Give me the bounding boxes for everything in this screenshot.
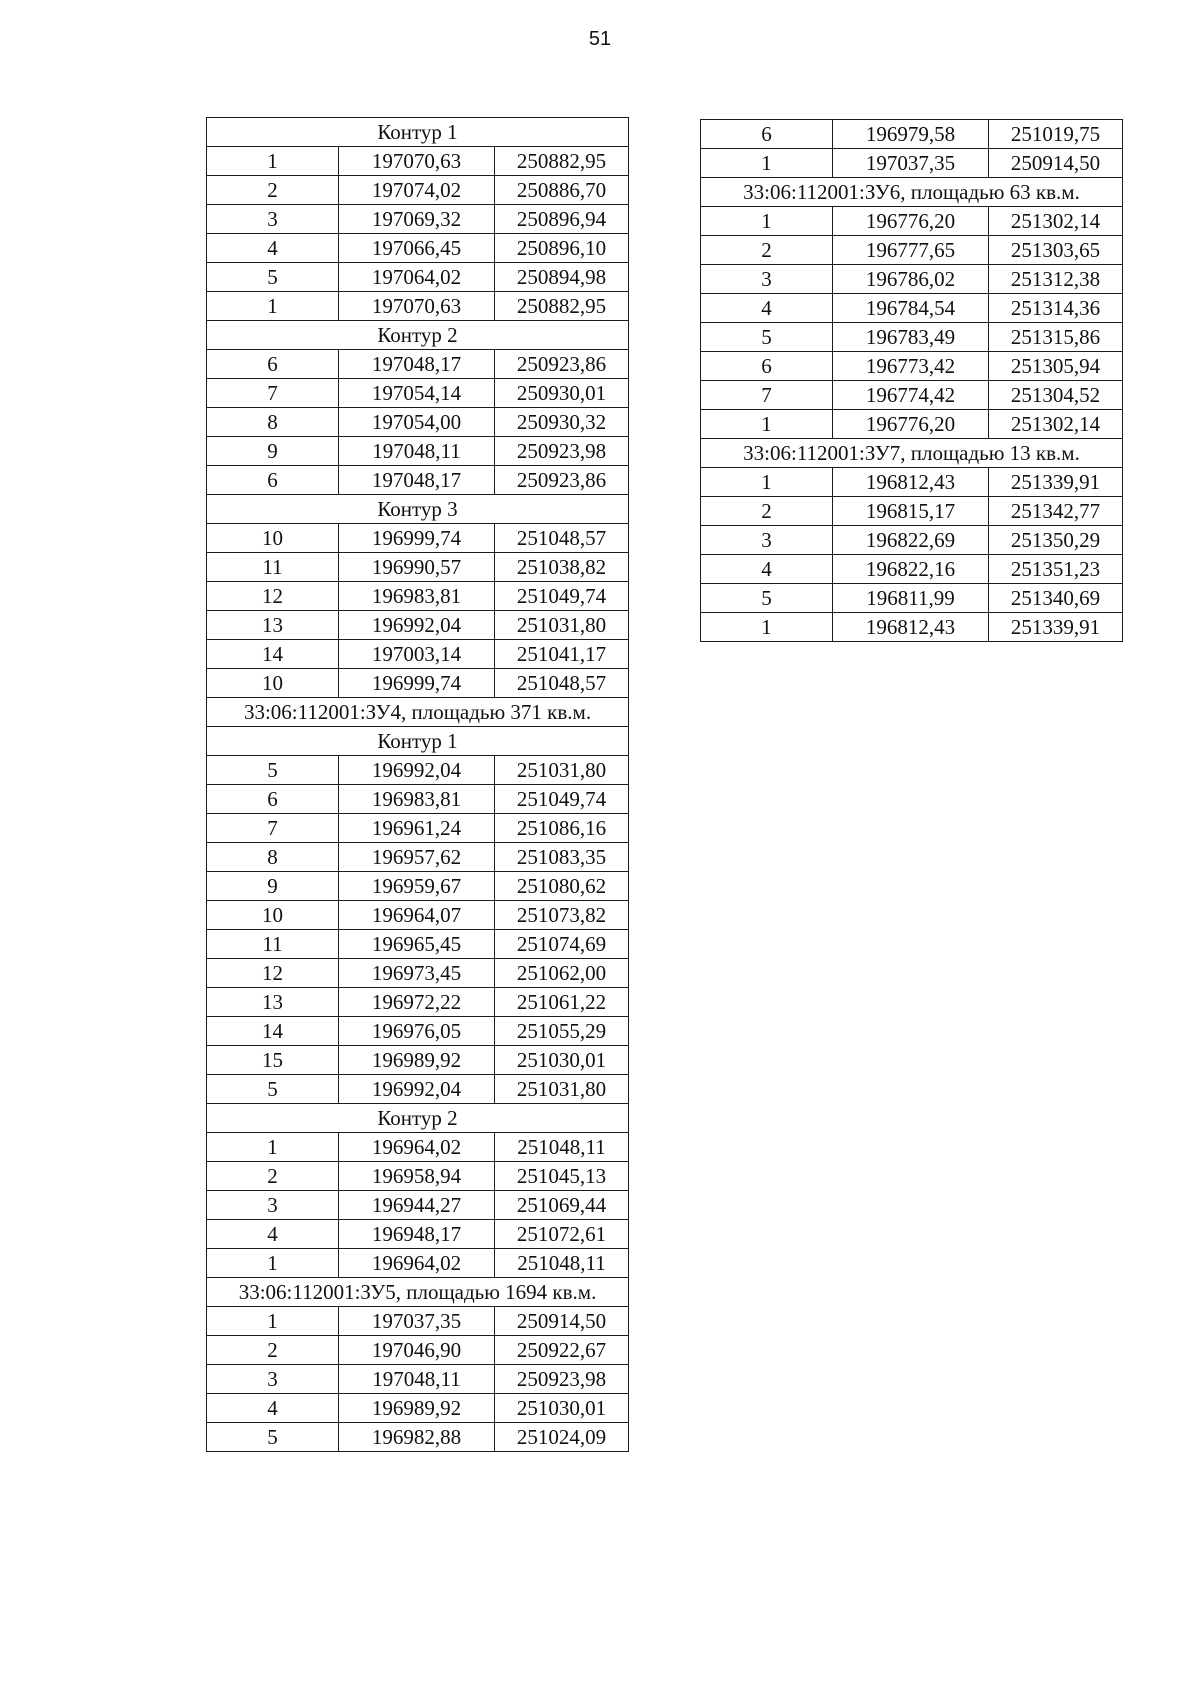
y-coordinate-cell: 250896,10 bbox=[495, 234, 629, 263]
table-row bbox=[701, 381, 1123, 410]
point-number-cell: 4 bbox=[207, 1394, 339, 1423]
x-coordinate-cell: 196811,99 bbox=[833, 584, 989, 613]
y-coordinate-cell: 251069,44 bbox=[495, 1191, 629, 1220]
table-row bbox=[207, 1162, 629, 1191]
x-coordinate-cell: 196992,04 bbox=[339, 756, 495, 785]
x-coordinate-cell: 196958,94 bbox=[339, 1162, 495, 1191]
table-row bbox=[207, 553, 629, 582]
x-coordinate-cell: 196774,42 bbox=[833, 381, 989, 410]
y-coordinate-cell: 251048,57 bbox=[495, 524, 629, 553]
table-row bbox=[207, 988, 629, 1017]
point-number-cell: 1 bbox=[207, 1133, 339, 1162]
point-number-cell: 11 bbox=[207, 553, 339, 582]
y-coordinate-cell: 250914,50 bbox=[495, 1307, 629, 1336]
y-coordinate-cell: 251038,82 bbox=[495, 553, 629, 582]
section-header: 33:06:112001:ЗУ4, площадью 371 кв.м. bbox=[207, 698, 629, 727]
y-coordinate-cell: 251086,16 bbox=[495, 814, 629, 843]
table-row bbox=[207, 292, 629, 321]
table-row bbox=[207, 1423, 629, 1452]
y-coordinate-cell: 251314,36 bbox=[989, 294, 1123, 323]
x-coordinate-cell: 196990,57 bbox=[339, 553, 495, 582]
table-row bbox=[207, 1394, 629, 1423]
table-row bbox=[701, 555, 1123, 584]
table-row bbox=[207, 176, 629, 205]
y-coordinate-cell: 250923,86 bbox=[495, 350, 629, 379]
x-coordinate-cell: 196773,42 bbox=[833, 352, 989, 381]
x-coordinate-cell: 196961,24 bbox=[339, 814, 495, 843]
point-number-cell: 9 bbox=[207, 437, 339, 466]
y-coordinate-cell: 251305,94 bbox=[989, 352, 1123, 381]
point-number-cell: 1 bbox=[207, 147, 339, 176]
section-header-row bbox=[701, 178, 1123, 207]
y-coordinate-cell: 251024,09 bbox=[495, 1423, 629, 1452]
table-row bbox=[207, 1017, 629, 1046]
x-coordinate-cell: 197048,11 bbox=[339, 437, 495, 466]
section-header: 33:06:112001:ЗУ6, площадью 63 кв.м. bbox=[701, 178, 1123, 207]
y-coordinate-cell: 251061,22 bbox=[495, 988, 629, 1017]
point-number-cell: 5 bbox=[207, 1423, 339, 1452]
table-row bbox=[207, 785, 629, 814]
section-header: Контур 2 bbox=[207, 1104, 629, 1133]
section-header-row bbox=[207, 698, 629, 727]
y-coordinate-cell: 251342,77 bbox=[989, 497, 1123, 526]
point-number-cell: 5 bbox=[207, 1075, 339, 1104]
table-row bbox=[701, 265, 1123, 294]
table-row bbox=[701, 236, 1123, 265]
y-coordinate-cell: 250886,70 bbox=[495, 176, 629, 205]
table-row bbox=[207, 582, 629, 611]
table-row bbox=[207, 756, 629, 785]
section-header-row bbox=[207, 321, 629, 350]
y-coordinate-cell: 251048,11 bbox=[495, 1249, 629, 1278]
x-coordinate-cell: 196964,02 bbox=[339, 1133, 495, 1162]
point-number-cell: 6 bbox=[207, 350, 339, 379]
y-coordinate-cell: 251080,62 bbox=[495, 872, 629, 901]
y-coordinate-cell: 251083,35 bbox=[495, 843, 629, 872]
y-coordinate-cell: 251049,74 bbox=[495, 785, 629, 814]
table-row bbox=[207, 1336, 629, 1365]
point-number-cell: 1 bbox=[701, 207, 833, 236]
y-coordinate-cell: 250930,01 bbox=[495, 379, 629, 408]
y-coordinate-cell: 250923,98 bbox=[495, 437, 629, 466]
point-number-cell: 10 bbox=[207, 901, 339, 930]
coordinates-table-right bbox=[700, 119, 1123, 642]
table-row bbox=[207, 379, 629, 408]
x-coordinate-cell: 196973,45 bbox=[339, 959, 495, 988]
table-row bbox=[207, 350, 629, 379]
x-coordinate-cell: 196972,22 bbox=[339, 988, 495, 1017]
y-coordinate-cell: 251049,74 bbox=[495, 582, 629, 611]
section-header: 33:06:112001:ЗУ7, площадью 13 кв.м. bbox=[701, 439, 1123, 468]
y-coordinate-cell: 251073,82 bbox=[495, 901, 629, 930]
y-coordinate-cell: 251302,14 bbox=[989, 410, 1123, 439]
y-coordinate-cell: 251030,01 bbox=[495, 1394, 629, 1423]
point-number-cell: 1 bbox=[701, 468, 833, 497]
point-number-cell: 12 bbox=[207, 582, 339, 611]
table-row bbox=[701, 149, 1123, 178]
x-coordinate-cell: 196822,16 bbox=[833, 555, 989, 584]
x-coordinate-cell: 197048,17 bbox=[339, 466, 495, 495]
point-number-cell: 5 bbox=[207, 263, 339, 292]
x-coordinate-cell: 196989,92 bbox=[339, 1394, 495, 1423]
section-header: 33:06:112001:ЗУ5, площадью 1694 кв.м. bbox=[207, 1278, 629, 1307]
x-coordinate-cell: 196983,81 bbox=[339, 582, 495, 611]
x-coordinate-cell: 197054,14 bbox=[339, 379, 495, 408]
point-number-cell: 3 bbox=[207, 205, 339, 234]
table-row bbox=[701, 613, 1123, 642]
section-header-row bbox=[207, 495, 629, 524]
x-coordinate-cell: 196776,20 bbox=[833, 207, 989, 236]
point-number-cell: 4 bbox=[701, 555, 833, 584]
point-number-cell: 2 bbox=[207, 1336, 339, 1365]
table-row bbox=[207, 466, 629, 495]
table-row bbox=[207, 234, 629, 263]
table-row bbox=[701, 352, 1123, 381]
table-row bbox=[701, 294, 1123, 323]
point-number-cell: 3 bbox=[701, 526, 833, 555]
y-coordinate-cell: 251074,69 bbox=[495, 930, 629, 959]
y-coordinate-cell: 251062,00 bbox=[495, 959, 629, 988]
section-header-row bbox=[701, 439, 1123, 468]
x-coordinate-cell: 196999,74 bbox=[339, 669, 495, 698]
section-header-row bbox=[207, 1278, 629, 1307]
table-row bbox=[207, 1220, 629, 1249]
x-coordinate-cell: 196812,43 bbox=[833, 468, 989, 497]
table-row bbox=[701, 410, 1123, 439]
point-number-cell: 4 bbox=[701, 294, 833, 323]
table-row bbox=[207, 524, 629, 553]
section-header-row bbox=[207, 727, 629, 756]
table-row bbox=[207, 640, 629, 669]
x-coordinate-cell: 196999,74 bbox=[339, 524, 495, 553]
x-coordinate-cell: 196982,88 bbox=[339, 1423, 495, 1452]
x-coordinate-cell: 196979,58 bbox=[833, 120, 989, 149]
x-coordinate-cell: 196776,20 bbox=[833, 410, 989, 439]
table-row bbox=[207, 437, 629, 466]
x-coordinate-cell: 196992,04 bbox=[339, 1075, 495, 1104]
y-coordinate-cell: 250923,86 bbox=[495, 466, 629, 495]
point-number-cell: 15 bbox=[207, 1046, 339, 1075]
y-coordinate-cell: 251315,86 bbox=[989, 323, 1123, 352]
y-coordinate-cell: 250914,50 bbox=[989, 149, 1123, 178]
point-number-cell: 1 bbox=[701, 410, 833, 439]
point-number-cell: 6 bbox=[701, 120, 833, 149]
point-number-cell: 1 bbox=[207, 292, 339, 321]
table-row bbox=[701, 497, 1123, 526]
table-row bbox=[207, 611, 629, 640]
x-coordinate-cell: 196957,62 bbox=[339, 843, 495, 872]
point-number-cell: 7 bbox=[207, 814, 339, 843]
y-coordinate-cell: 251339,91 bbox=[989, 613, 1123, 642]
point-number-cell: 13 bbox=[207, 611, 339, 640]
point-number-cell: 6 bbox=[207, 466, 339, 495]
x-coordinate-cell: 196959,67 bbox=[339, 872, 495, 901]
y-coordinate-cell: 251048,11 bbox=[495, 1133, 629, 1162]
section-header-row bbox=[207, 118, 629, 147]
x-coordinate-cell: 197048,11 bbox=[339, 1365, 495, 1394]
y-coordinate-cell: 251351,23 bbox=[989, 555, 1123, 584]
point-number-cell: 2 bbox=[701, 236, 833, 265]
point-number-cell: 6 bbox=[207, 785, 339, 814]
x-coordinate-cell: 196948,17 bbox=[339, 1220, 495, 1249]
point-number-cell: 1 bbox=[701, 149, 833, 178]
x-coordinate-cell: 196784,54 bbox=[833, 294, 989, 323]
point-number-cell: 2 bbox=[207, 1162, 339, 1191]
y-coordinate-cell: 250882,95 bbox=[495, 292, 629, 321]
y-coordinate-cell: 251072,61 bbox=[495, 1220, 629, 1249]
point-number-cell: 8 bbox=[207, 843, 339, 872]
table-row bbox=[701, 584, 1123, 613]
y-coordinate-cell: 251031,80 bbox=[495, 756, 629, 785]
y-coordinate-cell: 250923,98 bbox=[495, 1365, 629, 1394]
y-coordinate-cell: 251350,29 bbox=[989, 526, 1123, 555]
point-number-cell: 13 bbox=[207, 988, 339, 1017]
x-coordinate-cell: 196822,69 bbox=[833, 526, 989, 555]
coordinates-table-left-body bbox=[207, 118, 629, 1452]
x-coordinate-cell: 197003,14 bbox=[339, 640, 495, 669]
y-coordinate-cell: 250894,98 bbox=[495, 263, 629, 292]
section-header: Контур 1 bbox=[207, 118, 629, 147]
x-coordinate-cell: 196983,81 bbox=[339, 785, 495, 814]
point-number-cell: 10 bbox=[207, 524, 339, 553]
y-coordinate-cell: 250922,67 bbox=[495, 1336, 629, 1365]
table-row bbox=[207, 872, 629, 901]
y-coordinate-cell: 251340,69 bbox=[989, 584, 1123, 613]
table-row bbox=[207, 930, 629, 959]
y-coordinate-cell: 251302,14 bbox=[989, 207, 1123, 236]
x-coordinate-cell: 197064,02 bbox=[339, 263, 495, 292]
section-header-row bbox=[207, 1104, 629, 1133]
point-number-cell: 1 bbox=[207, 1307, 339, 1336]
x-coordinate-cell: 197066,45 bbox=[339, 234, 495, 263]
point-number-cell: 3 bbox=[701, 265, 833, 294]
x-coordinate-cell: 196812,43 bbox=[833, 613, 989, 642]
x-coordinate-cell: 197037,35 bbox=[339, 1307, 495, 1336]
table-row bbox=[207, 1075, 629, 1104]
table-row bbox=[207, 1365, 629, 1394]
point-number-cell: 11 bbox=[207, 930, 339, 959]
x-coordinate-cell: 197070,63 bbox=[339, 292, 495, 321]
y-coordinate-cell: 251048,57 bbox=[495, 669, 629, 698]
x-coordinate-cell: 196944,27 bbox=[339, 1191, 495, 1220]
table-row bbox=[207, 408, 629, 437]
table-row bbox=[207, 1133, 629, 1162]
point-number-cell: 9 bbox=[207, 872, 339, 901]
x-coordinate-cell: 196964,02 bbox=[339, 1249, 495, 1278]
coordinates-table-right-body bbox=[701, 120, 1123, 642]
point-number-cell: 10 bbox=[207, 669, 339, 698]
y-coordinate-cell: 250896,94 bbox=[495, 205, 629, 234]
table-row bbox=[701, 323, 1123, 352]
table-row bbox=[207, 263, 629, 292]
y-coordinate-cell: 250882,95 bbox=[495, 147, 629, 176]
point-number-cell: 5 bbox=[207, 756, 339, 785]
table-row bbox=[207, 901, 629, 930]
x-coordinate-cell: 197069,32 bbox=[339, 205, 495, 234]
y-coordinate-cell: 251304,52 bbox=[989, 381, 1123, 410]
point-number-cell: 1 bbox=[701, 613, 833, 642]
point-number-cell: 12 bbox=[207, 959, 339, 988]
table-row bbox=[207, 843, 629, 872]
table-row bbox=[207, 1046, 629, 1075]
table-row bbox=[701, 120, 1123, 149]
point-number-cell: 3 bbox=[207, 1365, 339, 1394]
y-coordinate-cell: 251019,75 bbox=[989, 120, 1123, 149]
point-number-cell: 7 bbox=[701, 381, 833, 410]
x-coordinate-cell: 196783,49 bbox=[833, 323, 989, 352]
y-coordinate-cell: 251303,65 bbox=[989, 236, 1123, 265]
x-coordinate-cell: 196992,04 bbox=[339, 611, 495, 640]
table-row bbox=[207, 669, 629, 698]
point-number-cell: 3 bbox=[207, 1191, 339, 1220]
table-row bbox=[207, 205, 629, 234]
page-number: 51 bbox=[588, 28, 612, 50]
x-coordinate-cell: 196815,17 bbox=[833, 497, 989, 526]
point-number-cell: 2 bbox=[701, 497, 833, 526]
y-coordinate-cell: 251031,80 bbox=[495, 1075, 629, 1104]
table-row bbox=[207, 147, 629, 176]
table-row bbox=[701, 207, 1123, 236]
point-number-cell: 4 bbox=[207, 1220, 339, 1249]
y-coordinate-cell: 251055,29 bbox=[495, 1017, 629, 1046]
x-coordinate-cell: 196965,45 bbox=[339, 930, 495, 959]
x-coordinate-cell: 197070,63 bbox=[339, 147, 495, 176]
point-number-cell: 14 bbox=[207, 1017, 339, 1046]
point-number-cell: 2 bbox=[207, 176, 339, 205]
x-coordinate-cell: 196976,05 bbox=[339, 1017, 495, 1046]
x-coordinate-cell: 197046,90 bbox=[339, 1336, 495, 1365]
x-coordinate-cell: 197048,17 bbox=[339, 350, 495, 379]
table-row bbox=[207, 814, 629, 843]
y-coordinate-cell: 251030,01 bbox=[495, 1046, 629, 1075]
y-coordinate-cell: 251041,17 bbox=[495, 640, 629, 669]
x-coordinate-cell: 196989,92 bbox=[339, 1046, 495, 1075]
table-row bbox=[207, 1249, 629, 1278]
table-row bbox=[207, 1307, 629, 1336]
point-number-cell: 1 bbox=[207, 1249, 339, 1278]
x-coordinate-cell: 196777,65 bbox=[833, 236, 989, 265]
point-number-cell: 7 bbox=[207, 379, 339, 408]
table-row bbox=[207, 1191, 629, 1220]
coordinates-table-left bbox=[206, 117, 629, 1452]
y-coordinate-cell: 251045,13 bbox=[495, 1162, 629, 1191]
table-row bbox=[207, 959, 629, 988]
y-coordinate-cell: 250930,32 bbox=[495, 408, 629, 437]
y-coordinate-cell: 251031,80 bbox=[495, 611, 629, 640]
section-header: Контур 1 bbox=[207, 727, 629, 756]
point-number-cell: 5 bbox=[701, 584, 833, 613]
x-coordinate-cell: 197074,02 bbox=[339, 176, 495, 205]
x-coordinate-cell: 197054,00 bbox=[339, 408, 495, 437]
point-number-cell: 14 bbox=[207, 640, 339, 669]
y-coordinate-cell: 251339,91 bbox=[989, 468, 1123, 497]
x-coordinate-cell: 196964,07 bbox=[339, 901, 495, 930]
table-row bbox=[701, 526, 1123, 555]
point-number-cell: 6 bbox=[701, 352, 833, 381]
x-coordinate-cell: 197037,35 bbox=[833, 149, 989, 178]
point-number-cell: 5 bbox=[701, 323, 833, 352]
table-row bbox=[701, 468, 1123, 497]
point-number-cell: 8 bbox=[207, 408, 339, 437]
x-coordinate-cell: 196786,02 bbox=[833, 265, 989, 294]
section-header: Контур 2 bbox=[207, 321, 629, 350]
section-header: Контур 3 bbox=[207, 495, 629, 524]
point-number-cell: 4 bbox=[207, 234, 339, 263]
y-coordinate-cell: 251312,38 bbox=[989, 265, 1123, 294]
